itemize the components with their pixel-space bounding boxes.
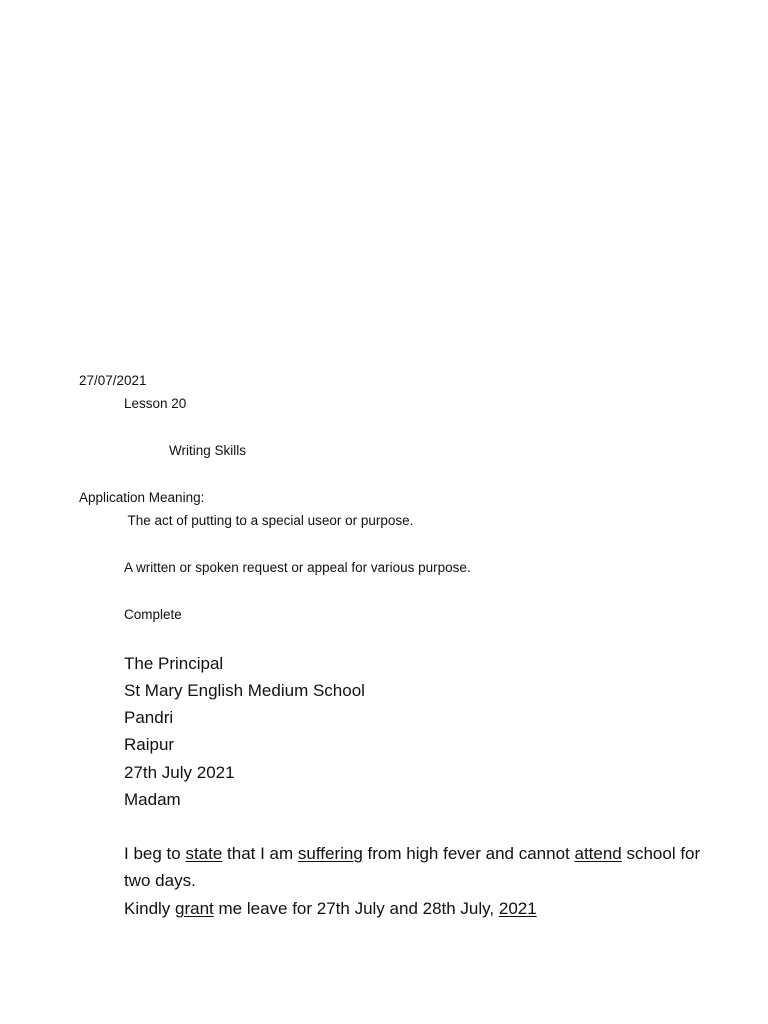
salutation: Madam <box>124 790 181 809</box>
meaning-line-1: The act of putting to a special useor or purpose. <box>124 513 414 528</box>
meaning-line-2: A written or spoken request or appeal for various purpose. <box>124 560 471 575</box>
body-paragraph-1 <box>124 840 724 894</box>
address-line-date: 27th July 2021 <box>124 763 235 782</box>
body2-underlined-year: 2021 <box>498 899 537 918</box>
body1-underlined-suffering: suffering <box>297 844 363 863</box>
body1-text-2: that I am <box>222 844 298 863</box>
body1-underlined-attend: attend <box>574 844 622 863</box>
date-text: 27/07/2021 <box>79 373 147 388</box>
address-line-principal: The Principal <box>124 654 224 673</box>
lesson-text: Lesson 20 <box>124 396 187 411</box>
body1-underlined-state: state <box>185 844 223 863</box>
body-paragraph-2 <box>124 898 537 920</box>
complete-text: Complete <box>124 607 182 622</box>
body1-text-4: school for two days. <box>124 844 705 890</box>
body2-text-1: Kindly <box>124 899 176 918</box>
body1-text-3: from high fever and cannot <box>362 844 575 863</box>
address-line-school: St Mary English Medium School <box>124 681 365 700</box>
address-line-area: Pandri <box>124 708 174 727</box>
topic-text: Writing Skills <box>169 443 247 458</box>
body1-text-1: I beg to <box>124 844 186 863</box>
body2-text-2: me leave for 27th July and 28th July, <box>213 899 499 918</box>
body2-underlined-grant: grant <box>175 899 214 918</box>
address-line-city: Raipur <box>124 735 175 754</box>
application-heading: Application Meaning: <box>79 490 205 505</box>
